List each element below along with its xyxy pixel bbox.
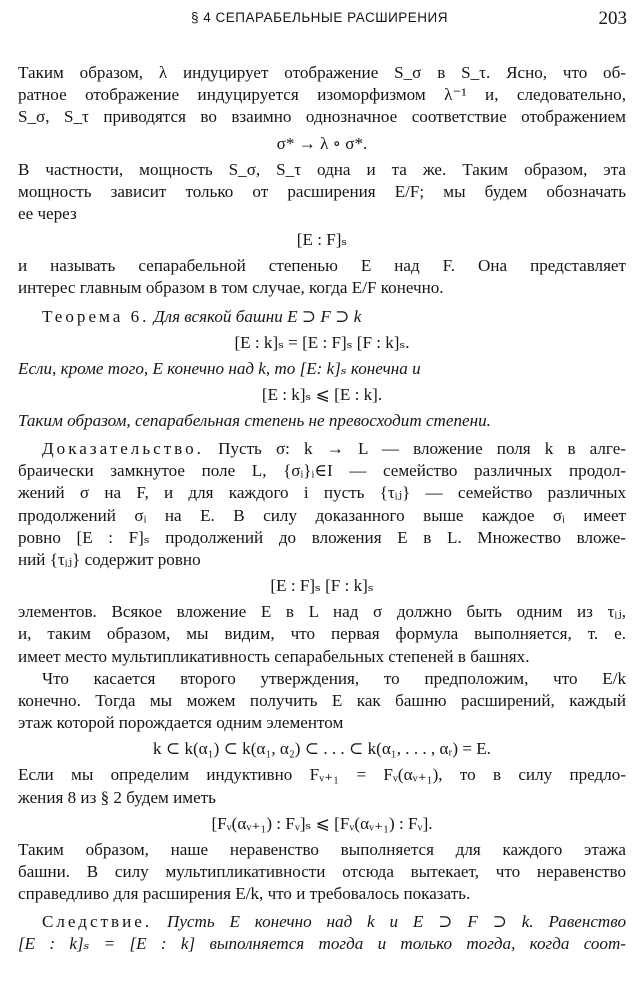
corollary-text: [E : k]ₛ = [E : k] выполняется тогда и только тогда, когда соот-	[18, 934, 626, 954]
text-line: и называть сепарабельной степенью E над F. Она представляет	[18, 256, 626, 276]
text-line: и, таким образом, мы видим, что первая формула выполняется, т. е.	[18, 624, 626, 644]
display-formula: [E : F]ₛ	[296, 230, 348, 250]
text-line: Что касается второго утверждения, то предположим, что E/k	[42, 668, 626, 688]
text-line: Таким образом, наше неравенство выполняется для каждого этажа	[18, 839, 626, 859]
running-head: § 4 СЕПАРАБЕЛЬНЫЕ РАСШИРЕНИЯ	[191, 10, 448, 25]
page-number: 203	[598, 8, 627, 29]
text-line: S_σ, S_τ приводятся во взаимно однозначное соответствие отображением	[18, 107, 626, 127]
text-line: этаж которой порождается одним элементом	[18, 713, 344, 733]
text-line: интерес главным образом в том случае, когда E/F конечно.	[18, 278, 444, 298]
theorem-text: Таким образом, сепарабельная степень не превосходит степени.	[18, 410, 491, 430]
text-line: продолжений σᵢ на E. В силу доказанного выше каждое σᵢ имеет	[18, 505, 626, 525]
text-line: Если мы определим индуктивно Fᵥ₊₁ = Fᵥ(αᵥ₊₁), то в силу предло-	[18, 765, 626, 785]
display-formula: [E : F]ₛ [F : k]ₛ	[270, 576, 374, 596]
text-line: справедливо для расширения E/k, что и требовалось показать.	[18, 884, 471, 904]
theorem-text: Если, кроме того, E конечно над k, то [E: k]ₛ конечна и	[18, 358, 421, 378]
text-line: жений σ на F, и для каждого i пусть {τᵢⱼ} — семейство различных	[18, 483, 626, 503]
theorem-label: Теорема 6.	[42, 306, 150, 326]
text-line: жения 8 из § 2 будем иметь	[18, 787, 216, 807]
text-line: В частности, мощность S_σ, S_τ одна и та же. Таким образом, эта	[18, 159, 626, 179]
display-formula: [Fᵥ(αᵥ₊₁) : Fᵥ]ₛ ⩽ [Fᵥ(αᵥ₊₁) : Fᵥ].	[211, 813, 433, 833]
corollary-first-line	[18, 911, 626, 933]
text-line: башни. В силу мультипликативности отсюда вытекает, что неравенство	[18, 861, 626, 881]
text-line: конечно. Тогда мы можем получить E как башню расширений, каждый	[18, 690, 626, 710]
proof-first-line	[18, 438, 626, 460]
text-line: ровно [E : F]ₛ продолжений до вложения E в L. Множество вложе-	[18, 527, 626, 547]
page-body	[18, 62, 626, 956]
text-line: ее через	[18, 203, 77, 223]
display-formula: [E : k]ₛ = [E : F]ₛ [F : k]ₛ.	[234, 332, 410, 352]
theorem-text: Для всякой башни E ⊃ F ⊃ k	[153, 306, 362, 326]
text-line: браически замкнутое поле L, {σᵢ}ᵢ∈I — семейство различных продол-	[18, 461, 626, 481]
display-formula: k ⊂ k(α₁) ⊂ k(α₁, α₂) ⊂ . . . ⊂ k(α₁, . . . , αᵣ) = E.	[153, 739, 491, 759]
display-formula: [E : k]ₛ ⩽ [E : k].	[261, 384, 383, 404]
corollary-label: Следствие.	[42, 912, 153, 932]
text-line: имеет место мультипликативность сепарабельных степеней в башнях.	[18, 646, 530, 666]
text-line: ний {τᵢⱼ} содержит ровно	[18, 550, 201, 569]
proof-label: Доказательство.	[42, 439, 204, 459]
text-line: Таким образом, λ индуцирует отображение S_σ в S_τ. Ясно, что об-	[18, 63, 626, 82]
text-line: элементов. Всякое вложение E в L над σ должно быть одним из τᵢⱼ,	[18, 602, 626, 622]
page-header	[0, 8, 639, 32]
proof-text: Пусть σ: k → L — вложение поля k в алге-	[218, 439, 626, 459]
text-line: ратное отображение индуцируется изоморфизмом λ⁻¹ и, следовательно,	[18, 85, 626, 105]
theorem-heading	[18, 306, 626, 328]
text-line: мощность зависит только от расширения E/F; мы будем обозначать	[18, 181, 626, 201]
corollary-text: Пусть E конечно над k и E ⊃ F ⊃ k. Равенство	[167, 912, 627, 932]
display-formula: σ* → λ ∘ σ*.	[276, 133, 368, 153]
